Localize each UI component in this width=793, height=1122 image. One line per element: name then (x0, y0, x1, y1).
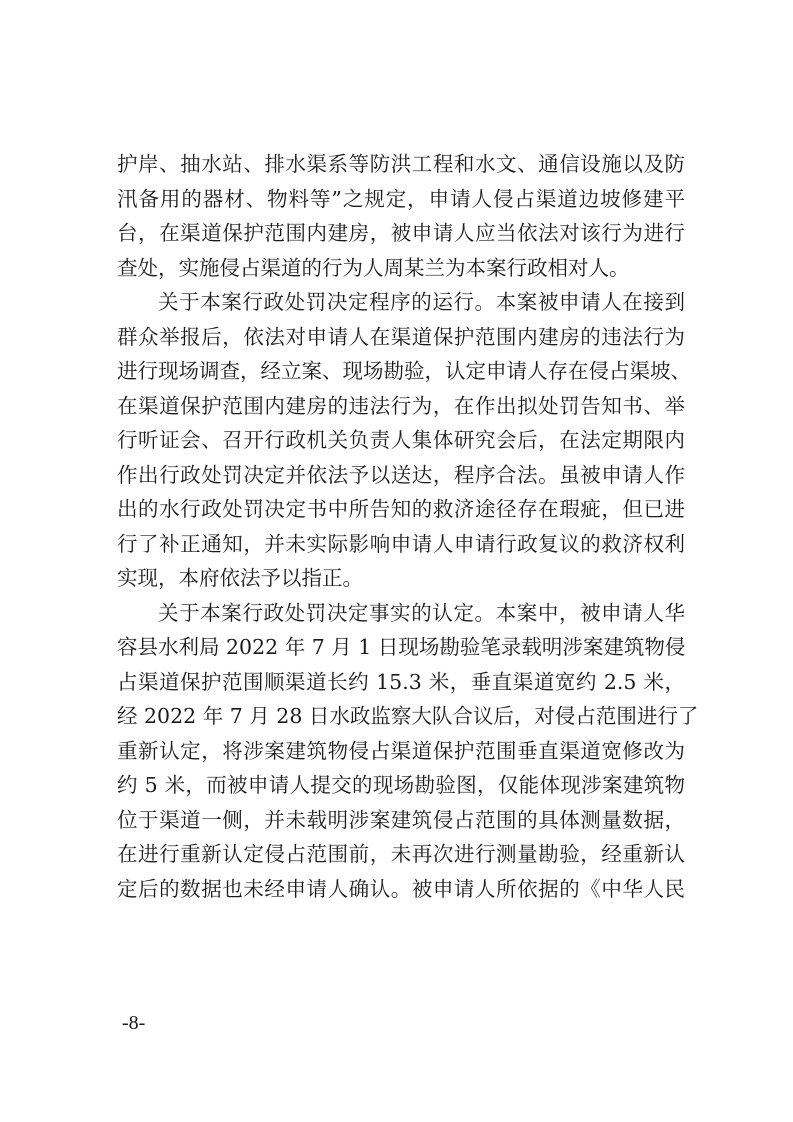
text-line: 汛备用的器材、物料等”之规定，申请人侵占渠道边坡修建平 (117, 186, 685, 211)
text-line: 行听证会、召开行政机关负责人集体研究会后，在法定期限内 (117, 428, 685, 452)
document-body (117, 147, 699, 906)
text-line: 在渠道保护范围内建房的违法行为，在作出拟处罚告知书、举 (117, 393, 685, 418)
text-line: 经 2022 年 7 月 28 日水政监察大队合议后，对侵占范围进行了 (117, 704, 699, 728)
paragraph-facts (117, 596, 699, 907)
paragraph-procedure (117, 285, 691, 596)
text-line: 作出行政处罚决定并依法予以送达，程序合法。虽被申请人作 (117, 462, 685, 487)
text-line: 护岸、抽水站、排水渠系等防洪工程和水文、通信设施以及防 (117, 152, 685, 176)
text-line: 行了补正通知，并未实际影响申请人申请行政复议的救济权利 (117, 531, 685, 556)
text-line: 关于本案行政处罚决定事实的认定。本案中，被申请人华 (158, 600, 685, 625)
text-line: 关于本案行政处罚决定程序的运行。本案被申请人在接到 (158, 290, 685, 314)
text-line: 台，在渠道保护范围内建房，被申请人应当依法对该行为进行 (117, 221, 685, 245)
text-line: 出的水行政处罚决定书中所告知的救济途径存在瑕疵，但已进 (117, 497, 685, 521)
text-line: 实现，本府依法予以指正。 (117, 566, 363, 590)
text-line: 容县水利局 2022 年 7 月 1 日现场勘验笔录载明涉案建筑物侵 (117, 635, 686, 659)
page-number: -8- (122, 1012, 146, 1034)
text-line: 进行现场调查，经立案、现场勘验，认定申请人存在侵占渠坡、 (117, 359, 691, 383)
paragraph-continuation (117, 147, 685, 285)
text-line: 在进行重新认定侵占范围前，未再次进行测量勘验，经重新认 (117, 842, 685, 866)
text-line: 约 5 米，而被申请人提交的现场勘验图，仅能体现涉案建筑物 (117, 773, 685, 797)
text-line: 定后的数据也未经申请人确认。被申请人所依据的《中华人民 (117, 876, 685, 901)
text-line: 群众举报后，依法对申请人在渠道保护范围内建房的违法行为 (117, 324, 685, 349)
text-line: 重新认定，将涉案建筑物侵占渠道保护范围垂直渠道宽修改为 (117, 738, 685, 763)
text-line: 查处，实施侵占渠道的行为人周某兰为本案行政相对人。 (117, 255, 630, 280)
text-line: 位于渠道一侧，并未载明涉案建筑侵占范围的具体测量数据， (117, 807, 685, 832)
text-line: 占渠道保护范围顺渠道长约 15.3 米，垂直渠道宽约 2.5 米， (117, 669, 685, 694)
